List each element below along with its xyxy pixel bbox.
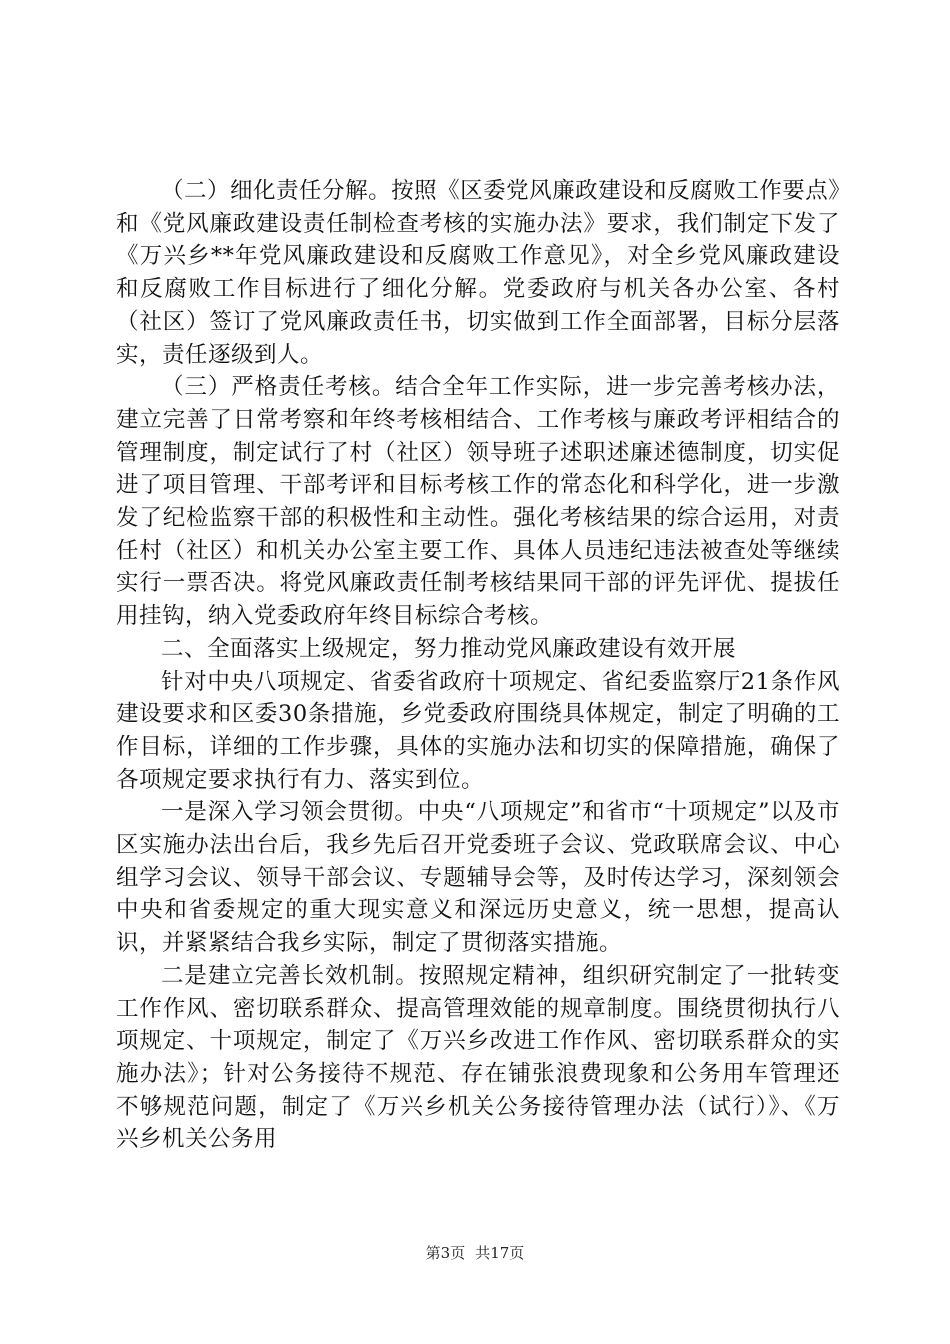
page-footer: [0, 1243, 950, 1263]
paragraph-long-term-mechanism: 二是建立完善长效机制。按照规定精神，组织研究制定了一批转变工作作风、密切联系群众、提高管理效能的规章制度。围绕贯彻执行八项规定、十项规定，制定了《万兴乡改进工作作风、密切联系群众的实施办法》；针对公务接待不规范、存在铺张浪费现象和公务用车管理还不够规范问题，制定了《万兴乡机关公务接待管理办法（试行）》、《万兴乡机关公务用: [116, 962, 840, 1153]
paragraph-regulations-overview: 针对中央八项规定、省委省政府十项规定、省纪委监察厅21条作风建设要求和区委30条措施，乡党委政府围绕具体规定，制定了明确的工作目标，详细的工作步骤，具体的实施办法和切实的保障措施，确保了各项规定要求执行有力、落实到位。: [116, 668, 840, 793]
paragraph-responsibility-assessment: （三）严格责任考核。结合全年工作实际，进一步完善考核办法，建立完善了日常考察和年终考核相结合、工作考核与廉政考评相结合的管理制度，制定试行了村（社区）领导班子述职述廉述德制度，切实促进了项目管理、干部考评和目标考核工作的常态化和科学化，进一步激发了纪检监察干部的积极性和主动性。强化考核结果的综合运用，对责任村（社区）和机关办公室主要工作、具体人员违纪违法被查处等继续实行一票否决。将党风廉政责任制考核结果同干部的评先评优、提拔任用挂钩，纳入党委政府年终目标综合考核。: [116, 374, 840, 630]
document-body: [116, 175, 840, 1156]
paragraph-responsibility-breakdown: （二）细化责任分解。按照《区委党风廉政建设和反腐败工作要点》和《党风廉政建设责任制检查考核的实施办法》要求，我们制定下发了《万兴乡**年党风廉政建设和反腐败工作意见》，对全乡党风廉政建设和反腐败工作目标进行了细化分解。党委政府与机关各办公室、各村（社区）签订了党风廉政责任书，切实做到工作全面部署，目标分层落实，责任逐级到人。: [116, 178, 840, 368]
page-number: 第3页: [425, 1244, 466, 1262]
section-heading-implement-regulations: 二、全面落实上级规定，努力推动党风廉政建设有效开展: [161, 635, 737, 662]
paragraph-study-implementation: 一是深入学习领会贯彻。中央“八项规定”和省市“十项规定”以及市区实施办法出台后，我乡先后召开党委班子会议、党政联席会议、中心组学习会议、领导干部会议、专题辅导会等，及时传达学习，深刻领会中央和省委规定的重大现实意义和深远历史意义，统一思想，提高认识，并紧紧结合我乡实际，制定了贯彻落实措施。: [116, 799, 840, 957]
page-total: 共17页: [475, 1244, 525, 1262]
